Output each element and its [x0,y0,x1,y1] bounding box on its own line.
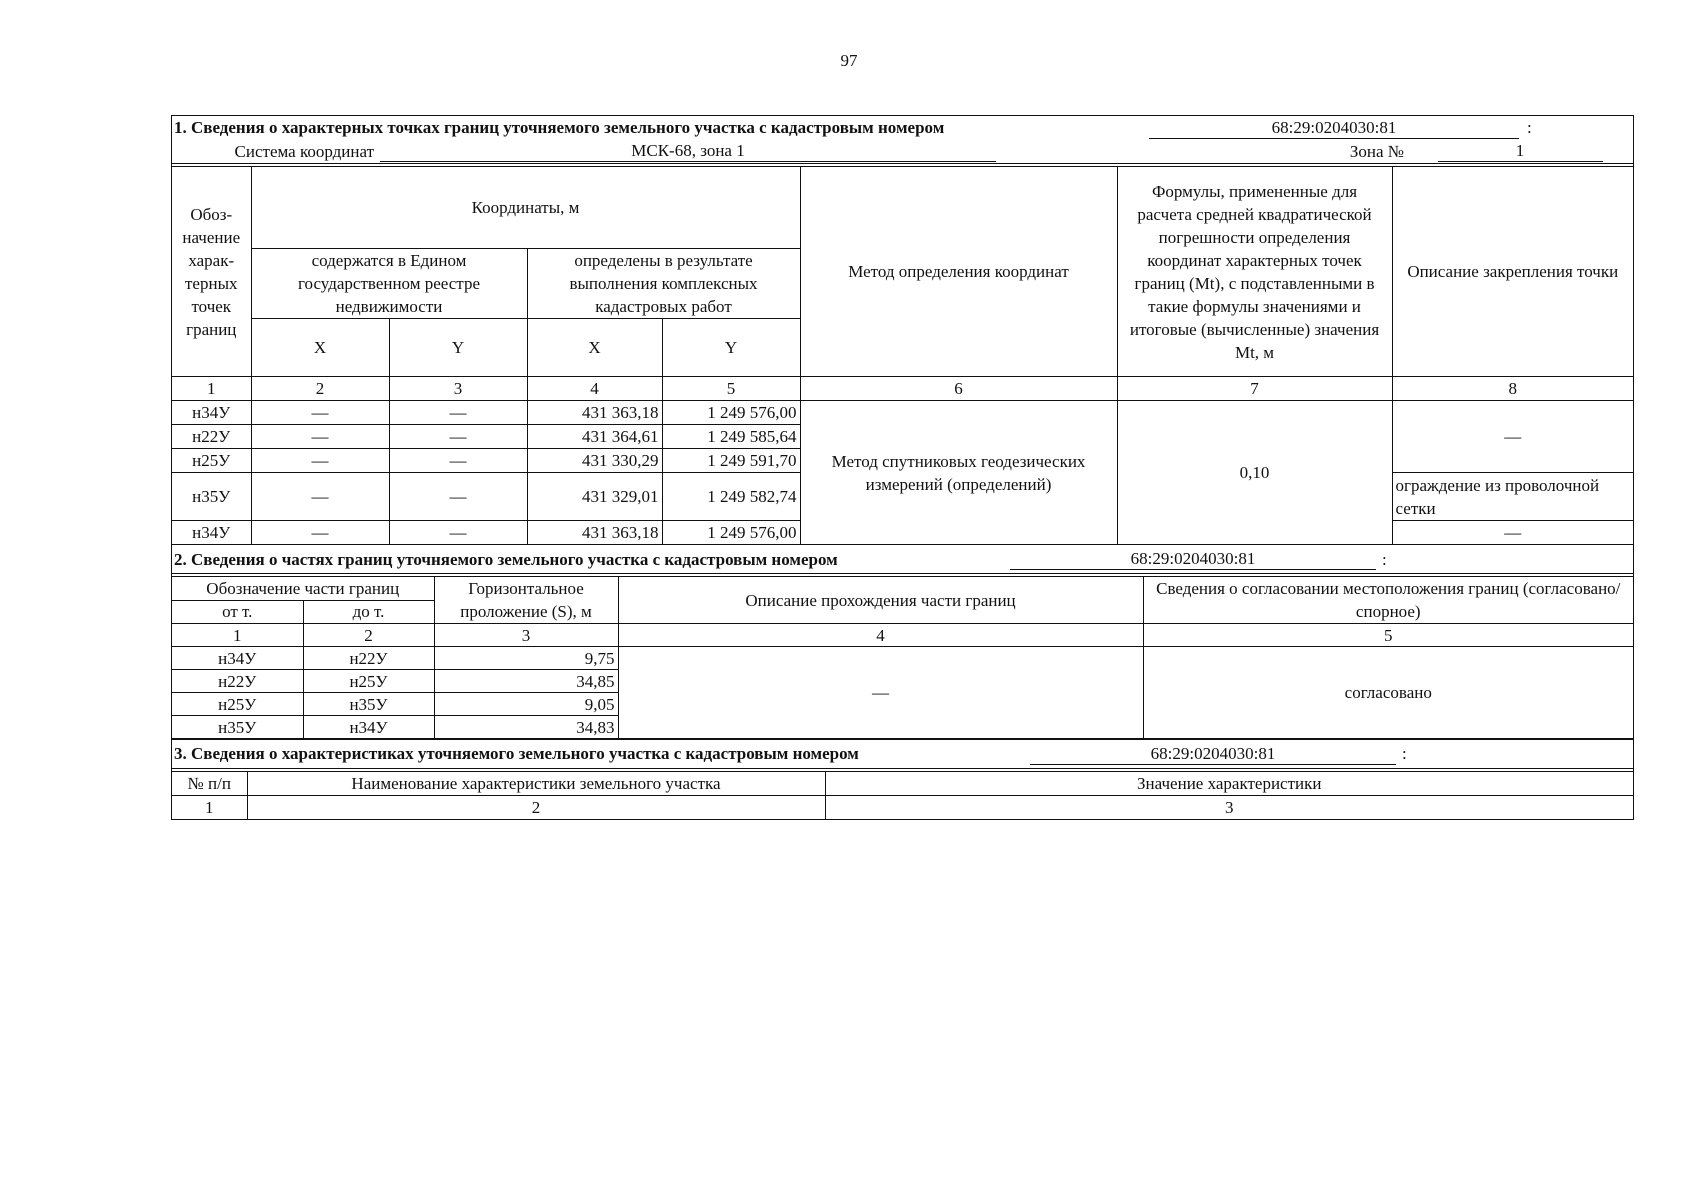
col-number: 6 [800,377,1117,401]
egrn-y: — [389,473,527,521]
header-designation: Обоз- начение харак- терных точек границ [172,167,251,377]
egrn-x: — [251,521,389,545]
egrn-y: — [389,425,527,449]
point-name: н34У [172,401,251,425]
page-number: 97 [840,51,858,70]
header-egrn-y: Y [389,319,527,377]
header-complex-x: X [527,319,662,377]
header-description: Описание прохождения части границ [618,577,1143,624]
description-value: — [618,647,1143,739]
coord-y: 1 249 576,00 [662,401,800,425]
col-number: 2 [247,795,825,819]
coord-x: 431 330,29 [527,449,662,473]
coord-x: 431 363,18 [527,521,662,545]
table-row [172,401,1633,425]
col-number: 3 [434,624,618,647]
col-number: 5 [1143,624,1633,647]
coord-x: 431 363,18 [527,401,662,425]
col-number: 1 [172,624,303,647]
egrn-x: — [251,449,389,473]
section1-title: 1. Сведения о характерных точках границ уточняемого земельного участка с кадастровым номером [174,118,945,137]
egrn-x: — [251,401,389,425]
section2-table [172,576,1633,739]
column-numbers-row [172,377,1633,401]
coord-y: 1 249 576,00 [662,521,800,545]
section3-colon: : [1402,744,1407,764]
section1-table [172,166,1633,545]
fixing-value: — [1392,521,1633,545]
horizontal-distance: 34,85 [434,670,618,693]
from-point: н34У [172,647,303,670]
col-number: 2 [303,624,434,647]
coordinate-system-row [172,139,1633,163]
horizontal-distance: 9,05 [434,693,618,716]
header-to: до т. [303,600,434,624]
fixing-value: ограждение из проволочной сетки [1392,473,1633,521]
to-point: н35У [303,693,434,716]
coord-y: 1 249 591,70 [662,449,800,473]
from-point: н35У [172,716,303,739]
zone-value: 1 [1438,140,1603,162]
col-number: 1 [172,377,251,401]
cadastral-document [171,115,1634,820]
section3-table [172,771,1633,820]
section1-cadastral-number: 68:29:0204030:81 [1149,117,1519,139]
header-complex-y: Y [662,319,800,377]
header-from: от т. [172,600,303,624]
header-fixing: Описание закрепления точки [1392,167,1633,377]
col-number: 7 [1117,377,1392,401]
header-name: Наименование характеристики земельного участка [247,771,825,795]
column-numbers-row [172,795,1633,819]
horizontal-distance: 34,83 [434,716,618,739]
coord-y: 1 249 582,74 [662,473,800,521]
col-number: 8 [1392,377,1633,401]
header-num: № п/п [172,771,247,795]
point-name: н25У [172,449,251,473]
col-number: 4 [527,377,662,401]
to-point: н34У [303,716,434,739]
section3-title: 3. Сведения о характеристиках уточняемого земельного участка с кадастровым номером [174,744,859,764]
egrn-x: — [251,473,389,521]
coord-system-value: МСК-68, зона 1 [380,140,996,162]
to-point: н25У [303,670,434,693]
egrn-y: — [389,449,527,473]
section2-colon: : [1382,549,1387,569]
col-number: 1 [172,795,247,819]
point-name: н35У [172,473,251,521]
header-agreement: Сведения о согласовании местоположения границ (согласовано/спорное) [1143,577,1633,624]
coord-system-label: Система координат [234,141,374,161]
egrn-y: — [389,401,527,425]
header-value: Значение характеристики [825,771,1633,795]
col-number: 3 [825,795,1633,819]
agreement-value: согласовано [1143,647,1633,739]
mt-value: 0,10 [1117,401,1392,545]
section1-heading [172,116,1633,139]
table-row [172,647,1633,670]
column-numbers-row [172,624,1633,647]
header-horizontal: Горизонтальное проложение (S), м [434,577,618,624]
coord-x: 431 364,61 [527,425,662,449]
header-part-designation: Обозначение части границ [172,577,434,601]
section2-title: 2. Сведения о частях границ уточняемого земельного участка с кадастровым номером [174,549,838,569]
coord-x: 431 329,01 [527,473,662,521]
col-number: 4 [618,624,1143,647]
egrn-y: — [389,521,527,545]
header-coords: Координаты, м [251,167,800,249]
header-method: Метод определения координат [800,167,1117,377]
col-number: 3 [389,377,527,401]
method-value: Метод спутниковых геодезических измерений (определений) [800,401,1117,545]
point-name: н34У [172,521,251,545]
zone-label: Зона № [1349,141,1404,161]
point-name: н22У [172,425,251,449]
section1-colon: : [1527,118,1532,137]
from-point: н25У [172,693,303,716]
col-number: 5 [662,377,800,401]
section2-heading [172,545,1633,573]
section3-heading [172,739,1633,768]
header-formulas: Формулы, примененные для расчета средней квадратической погрешности определения координат характерных точек границ (Mt), с подставленными в такие формулы значениями и итоговые (вычисленные) значения Mt, м [1117,167,1392,377]
from-point: н22У [172,670,303,693]
header-egrn-x: X [251,319,389,377]
section3-cadastral-number: 68:29:0204030:81 [1030,743,1396,765]
col-number: 2 [251,377,389,401]
egrn-x: — [251,425,389,449]
header-complex: определены в результате выполнения комплексных кадастровых работ [527,249,800,319]
coord-y: 1 249 585,64 [662,425,800,449]
section2-cadastral-number: 68:29:0204030:81 [1010,548,1376,570]
horizontal-distance: 9,75 [434,647,618,670]
to-point: н22У [303,647,434,670]
fixing-value: — [1392,401,1633,473]
header-egrn: содержатся в Едином государственном реестре недвижимости [251,249,527,319]
